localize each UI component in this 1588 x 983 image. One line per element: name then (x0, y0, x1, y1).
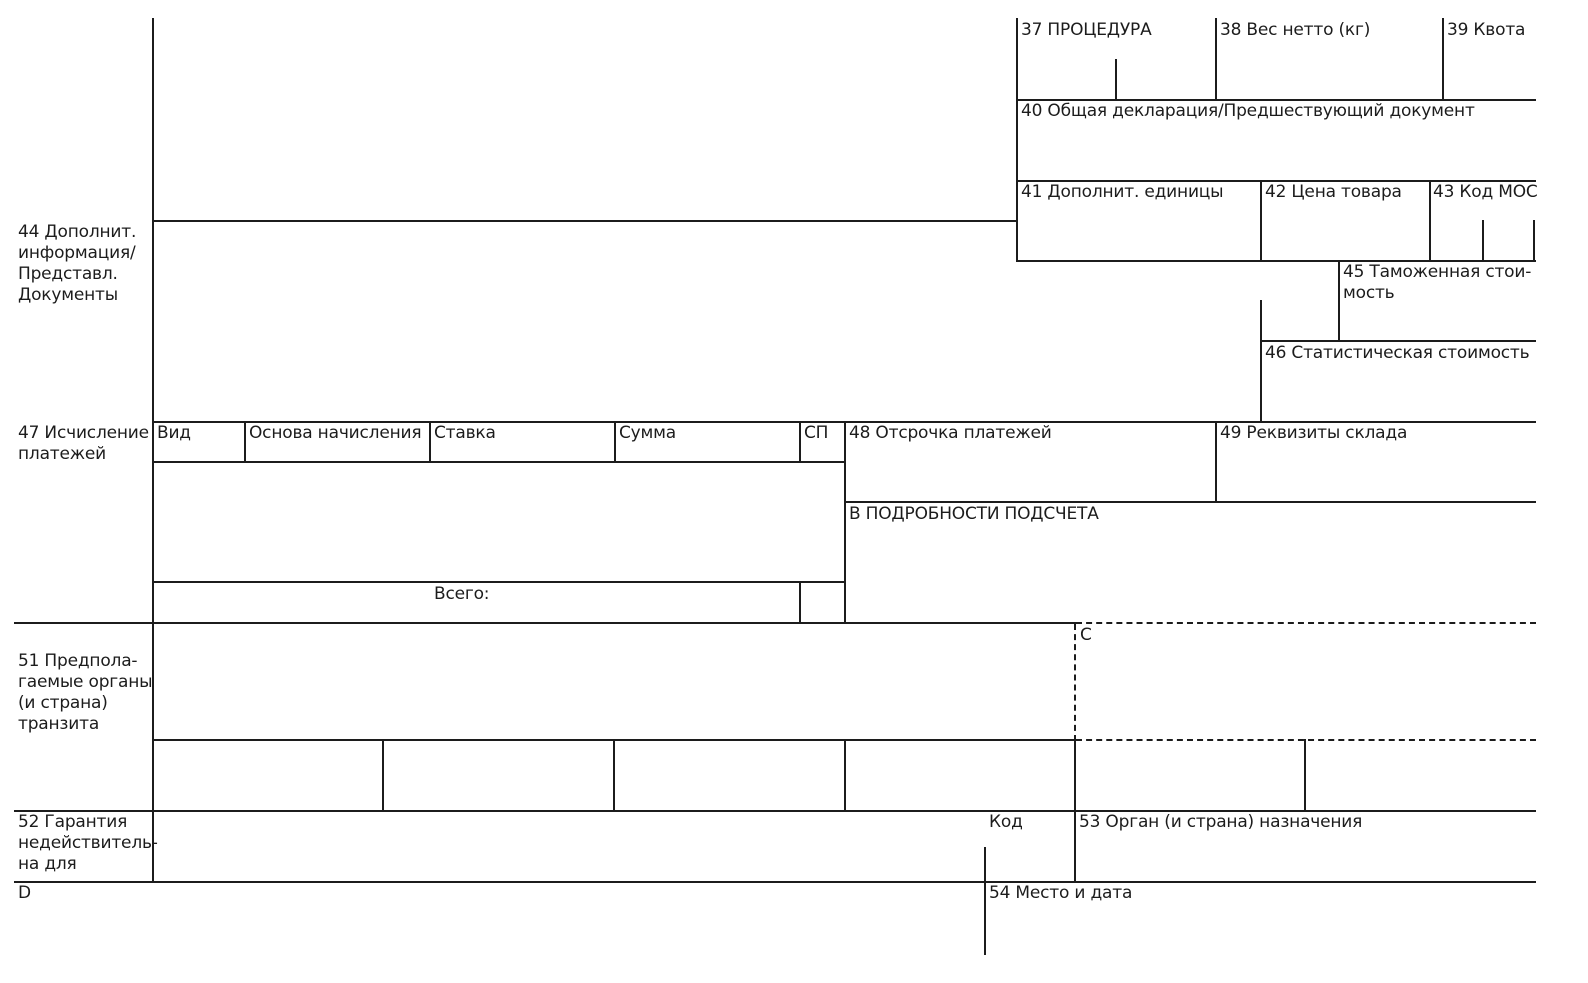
line-section-c-top (14, 622, 1076, 624)
box-47-label: 47 Исчисление платежей (18, 423, 149, 464)
payments-header-basis: Основа начисления (249, 423, 422, 443)
box-37-label: 37 ПРОЦЕДУРА (1021, 20, 1152, 40)
payments-header-sp: СП (804, 423, 829, 443)
line-45-left (1338, 260, 1340, 342)
box-45-label: 45 Таможенная стои- мость (1343, 262, 1532, 303)
box-49-label: 49 Реквизиты склада (1220, 423, 1408, 443)
payments-header-amount: Сумма (619, 423, 676, 443)
line-transit-col-1 (382, 739, 384, 812)
box-46-label: 46 Статистическая стоимость (1265, 343, 1530, 363)
line-payments-header-bottom (152, 461, 846, 463)
line-44-top (152, 220, 1018, 222)
box-40-label: 40 Общая декларация/Предшествующий документ (1021, 101, 1475, 121)
line-payments-col-1 (244, 421, 246, 463)
line-transit-col-4 (1074, 739, 1076, 883)
dashed-section-c-left (1074, 624, 1076, 741)
line-total-col (799, 581, 801, 624)
line-46-left (1260, 300, 1262, 423)
line-payments-col-2 (429, 421, 431, 463)
line-49-left (1215, 421, 1217, 503)
box-39-label: 39 Квота (1447, 20, 1526, 40)
dashed-section-c-bottom (1076, 739, 1536, 741)
line-43-left (1429, 180, 1431, 262)
section-d-label: D (18, 883, 31, 903)
section-c-label: C (1080, 625, 1092, 645)
line-payments-col-3 (614, 421, 616, 463)
line-54-left (984, 847, 986, 955)
box-51-label: 51 Предпола- гаемые органы (и страна) транзита (18, 651, 153, 734)
total-label: Всего: (434, 584, 490, 604)
box-52-label: 52 Гарантия недействитель- на для (18, 812, 158, 874)
line-48-bottom (844, 501, 1536, 503)
line-payments-col-4 (799, 421, 801, 463)
box-53-label: 53 Орган (и страна) назначения (1079, 812, 1363, 832)
calc-details-label: В ПОДРОБНОСТИ ПОДСЧЕТА (849, 504, 1099, 524)
line-39-left (1442, 18, 1444, 101)
code-label: Код (989, 812, 1023, 832)
line-left-column (152, 18, 154, 883)
payments-header-rate: Ставка (434, 423, 496, 443)
line-section-d-top (14, 881, 1536, 883)
line-43-tick-2 (1533, 220, 1535, 262)
line-transit-col-2 (613, 739, 615, 812)
line-42-left (1260, 180, 1262, 262)
line-transit-col-3 (844, 739, 846, 812)
box-41-label: 41 Дополнит. единицы (1021, 182, 1224, 202)
line-43-tick-1 (1482, 220, 1484, 262)
box-38-label: 38 Вес нетто (кг) (1220, 20, 1371, 40)
line-46-top (1260, 340, 1536, 342)
line-37-left (1016, 18, 1018, 262)
line-38-left (1215, 18, 1217, 101)
box-54-label: 54 Место и дата (989, 883, 1133, 903)
box-44-label: 44 Дополнит. информация/ Представл. Документы (18, 222, 137, 305)
payments-header-type: Вид (157, 423, 191, 443)
box-42-label: 42 Цена товара (1265, 182, 1402, 202)
line-37-tick (1115, 59, 1117, 101)
line-total-top (152, 581, 846, 583)
box-43-label: 43 Код МОС (1433, 182, 1538, 202)
box-48-label: 48 Отсрочка платежей (849, 423, 1052, 443)
dashed-section-c-top (1076, 622, 1536, 624)
line-transit-col-5 (1304, 739, 1306, 812)
line-48-left (844, 421, 846, 624)
